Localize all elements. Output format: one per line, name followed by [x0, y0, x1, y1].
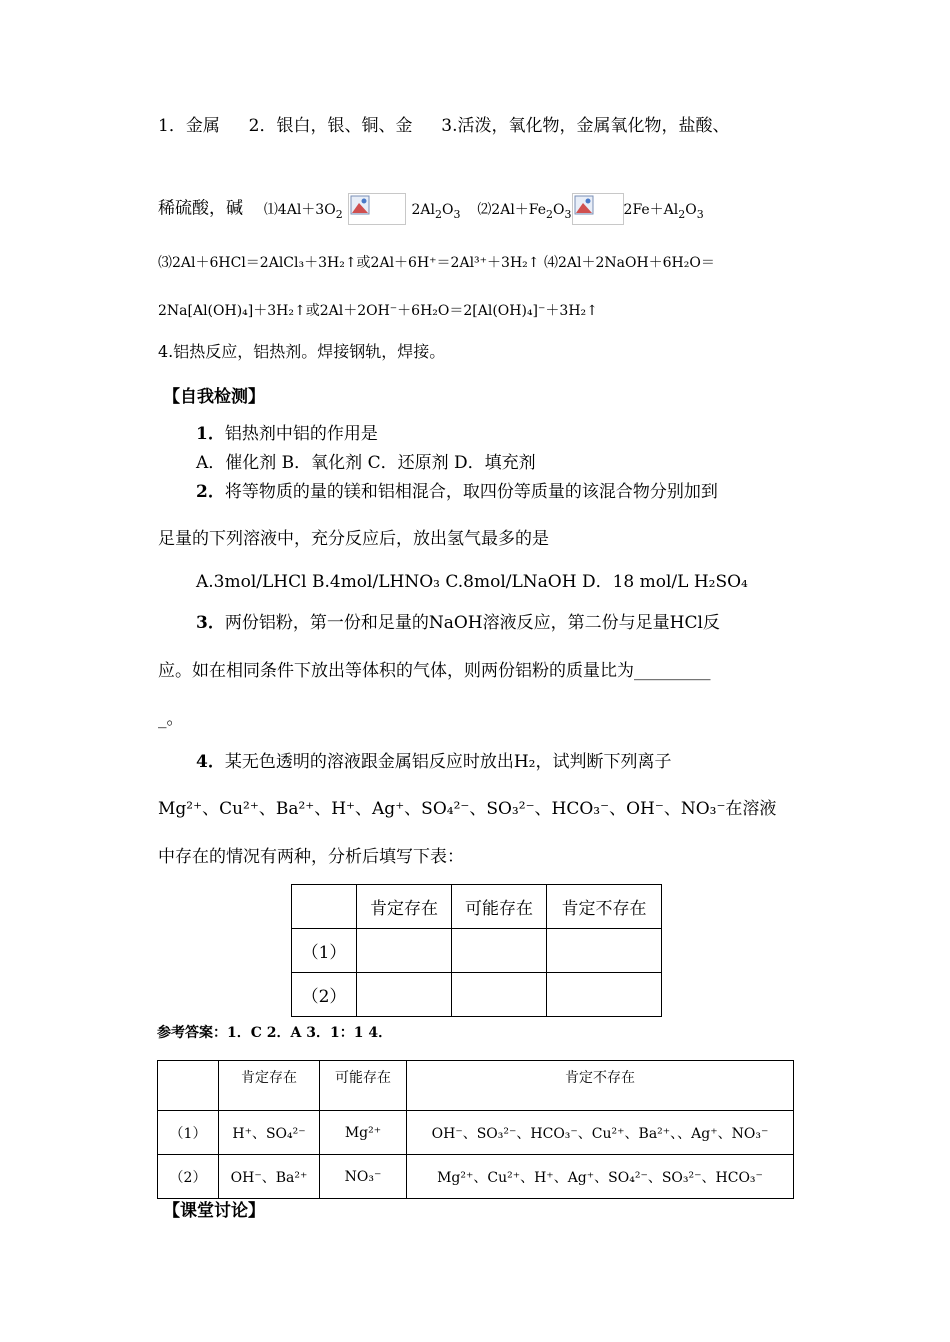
- table-cell: [357, 973, 452, 1017]
- equation-4-cont: 2Na[Al(OH)₄]＋3H₂↑或2Al＋2OH⁻＋6H₂O＝2[Al(OH)₄]⁻＋3H₂↑: [158, 303, 598, 319]
- table-cell: Mg²⁺、Cu²⁺、H⁺、Ag⁺、SO₄²⁻、SO₃²⁻、HCO₃⁻: [407, 1155, 794, 1199]
- table-cell: [292, 885, 357, 929]
- table-header: 肯定存在: [219, 1061, 320, 1111]
- question-4: [196, 751, 671, 773]
- question-4-cont: 中存在的情况有两种，分析后填写下表：: [158, 847, 464, 867]
- table-cell: （1）: [292, 929, 357, 973]
- table-cell: [547, 929, 662, 973]
- question-2-options: A.3mol/LHCl B.4mol/LHNO₃ C.8mol/LNaOH D．18 mol/L H₂SO₄: [196, 572, 748, 592]
- answer-3-cont: 稀硫酸，碱: [158, 198, 243, 219]
- broken-image-icon: [348, 193, 406, 225]
- table-cell: [357, 929, 452, 973]
- table-cell: [547, 973, 662, 1017]
- equation-1-product: $2Al_2O_3$: [411, 201, 461, 221]
- table-cell: OH⁻、Ba²⁺: [219, 1155, 320, 1199]
- table-row: [292, 885, 662, 929]
- discussion-heading: 【课堂讨论】: [163, 1201, 265, 1221]
- answer-line-1: [158, 115, 730, 137]
- table-row: [292, 973, 662, 1017]
- question-3: [196, 612, 720, 634]
- reference-answers: 参考答案：1．C 2．A 3．1：1 4．: [157, 1025, 393, 1041]
- broken-image-icon: [572, 193, 624, 225]
- table-cell: [452, 929, 547, 973]
- table-row: [158, 1155, 794, 1199]
- table-row: [158, 1111, 794, 1155]
- question-1-text: 铝热剂中铝的作用是: [224, 424, 378, 444]
- table-cell: （1）: [158, 1111, 219, 1155]
- question-4-ions: Mg²⁺、Cu²⁺、Ba²⁺、H⁺、Ag⁺、SO₄²⁻、SO₃²⁻、HCO₃⁻、OH⁻、NO₃⁻在溶液: [158, 799, 777, 819]
- answer-table-blank: [291, 884, 662, 1017]
- question-1-number: 1．: [196, 424, 225, 444]
- answer-line-2: [158, 193, 704, 225]
- question-3-cont: 应。如在相同条件下放出等体积的气体，则两份铝粉的质量比为_________: [158, 661, 711, 681]
- answer-1: 1．金属: [158, 116, 220, 136]
- table-cell: Mg²⁺: [320, 1111, 407, 1155]
- table-cell: [452, 973, 547, 1017]
- question-3-number: 3．: [196, 613, 225, 633]
- table-cell: H⁺、SO₄²⁻: [219, 1111, 320, 1155]
- table-header: 肯定不存在: [547, 885, 662, 929]
- table-row: [158, 1061, 794, 1111]
- question-1-options: A．催化剂 B．氧化剂 C．还原剂 D．填充剂: [196, 453, 536, 473]
- table-row: [292, 929, 662, 973]
- table-header: 可能存在: [320, 1061, 407, 1111]
- equation-3-4: ⑶2Al＋6HCl＝2AlCl₃＋3H₂↑或2Al＋6H⁺＝2Al³⁺＋3H₂↑ ⑷2Al＋2NaOH＋6H₂O＝: [158, 255, 715, 271]
- equation-1-text: ⑴4Al＋3O: [263, 201, 336, 218]
- question-2-text: 将等物质的量的镁和铝相混合，取四份等质量的该混合物分别加到: [224, 482, 718, 502]
- table-cell: OH⁻、SO₃²⁻、HCO₃⁻、Cu²⁺、Ba²⁺、、Ag⁺、NO₃⁻: [407, 1111, 794, 1155]
- question-4-text: 某无色透明的溶液跟金属铝反应时放出H₂，试判断下列离子: [224, 752, 672, 772]
- question-1: [196, 423, 378, 445]
- equation-1-product-text: 2Al: [411, 201, 436, 218]
- equation-1: $⑴4Al+3O_2$: [263, 201, 343, 221]
- self-check-heading: 【自我检测】: [163, 387, 265, 407]
- equation-2: $⑵2Al+Fe_2O_3$: [477, 201, 572, 221]
- question-4-number: 4．: [196, 752, 225, 772]
- answer-table-reference: [157, 1060, 794, 1199]
- table-cell: [158, 1061, 219, 1111]
- answer-4: 4.铝热反应，铝热剂。焊接钢轨，焊接。: [158, 342, 446, 361]
- answer-2: 2．银白，银、铜、金: [248, 116, 413, 136]
- answer-3: 3.活泼，氧化物，金属氧化物，盐酸、: [441, 116, 730, 136]
- equation-2-product: $2Fe+Al_2O_3$: [623, 201, 704, 221]
- question-2-cont: 足量的下列溶液中，充分反应后，放出氢气最多的是: [158, 529, 549, 549]
- equation-2-text: ⑵2Al＋Fe: [477, 201, 547, 218]
- table-header: 肯定不存在: [407, 1061, 794, 1111]
- question-3-blank: _。: [158, 709, 184, 729]
- table-cell: （2）: [158, 1155, 219, 1199]
- table-header: 肯定存在: [357, 885, 452, 929]
- question-2-number: 2．: [196, 482, 225, 502]
- table-header: 可能存在: [452, 885, 547, 929]
- question-2: [196, 481, 718, 503]
- question-3-text: 两份铝粉，第一份和足量的NaOH溶液反应，第二份与足量HCl反: [224, 613, 720, 633]
- equation-2-product-text: 2Fe＋Al: [623, 201, 679, 218]
- table-cell: （2）: [292, 973, 357, 1017]
- table-cell: NO₃⁻: [320, 1155, 407, 1199]
